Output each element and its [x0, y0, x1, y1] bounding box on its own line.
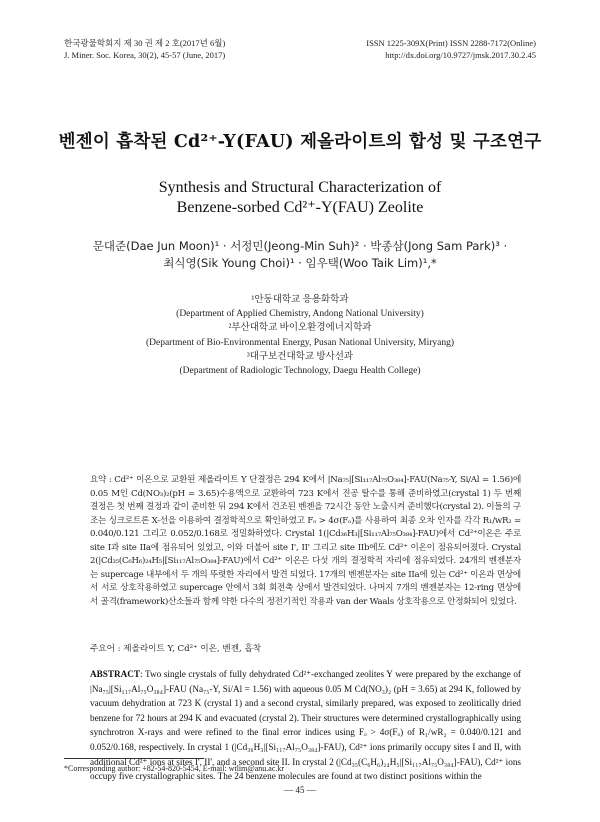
authors-line1: 문대준(Dae Jun Moon)¹ · 서정민(Jeong-Min Suh)² · 박종삼(Jong Sam Park)³ · [92, 239, 508, 253]
affiliation-1-english: (Department of Applied Chemistry, Andong National University) [176, 309, 424, 320]
issn-line: ISSN 1225-309X(Print) ISSN 2288-7172(Online) [366, 38, 536, 48]
journal-name-korean: 한국광물학회지 제 30 권 제 2 호(2017년 6월) [64, 38, 226, 48]
affiliations [0, 293, 600, 378]
keywords-korean: 주요어 : 제올라이트 Y, Cd²⁺ 이온, 벤젠, 흡착 [90, 644, 262, 654]
affiliation-2-korean: ²부산대학교 바이오환경에너지학과 [228, 323, 372, 334]
title-english [0, 178, 600, 218]
page-number: ― 45 ― [284, 785, 316, 795]
journal-citation: J. Miner. Soc. Korea, 30(2), 45-57 (June, 2017) [64, 50, 226, 60]
abstract-korean: 요약 : Cd²⁺ 이온으로 교환된 제올라이트 Y 단결정은 294 K에서 |Na₇₅|[Si₁₁₇Al₇₅O₃₈₄]-FAU(Na₇₅-Y, Si/Al = 1.56)에 0.05 M인 Cd(NO₃)₂(pH = 3.65)수용액으로 교환하여 723 K에서 진공 탈수를 통해 준비하였고(crystal 1) 두 번째 결정은 첫 번째 결정과 같이 준비한 뒤 294 K에서 건조된 벤젠을 72시간 동안 노출시켜 준비했다(crystal 2). 이들의 구조는 싱크로트론 X-선을 이용하여 결정학적으로 확인하였고 Fₒ > 4σ(Fₒ)를 사용하여 최종 오차 인자를 각각 R₁/wR₂ = 0.040/0.121 그리고 0.052/0.168로 정밀화하였다. Crystal 1(|Cd₃₆H₃|[Si₁₁₇Al₇₅O₃₈₄]-FAU)에서 Cd²⁺이온은 주로 site I과 site IIa에 점유되어 있었고, 이와 더불어 site I', II' 그리고 site IIb에도 Cd²⁺ 이온이 점유되어졌다. Crystal 2(|Cd₃₅(C₆H₆)₂₄H₅|[Si₁₁₇Al₇₅O₃₈₄]-FAU)에서 Cd²⁺ 이온은 다섯 개의 결정학적 자리에 점유되었다. 24개의 벤젠분자는 supercage 내부에서 두 개의 뚜렷한 자리에서 발견 되었다. 17개의 벤젠분자는 site IIa에 있는 Cd²⁺ 이온과 면상에서 서로 상호작용하였고 supercage 안에서 3회 회전축 상에서 발견되었다. 나머지 7개의 벤젠분자는 12-ring 면상에서 골격(framework)산소들과 함께 약한 다수의 정전기적인 작용과 van der Waals 상호작용으로 안정화되어 있었다. [90, 475, 521, 607]
title-english-line2: Benzene-sorbed Cd²⁺-Y(FAU) Zeolite [176, 199, 424, 216]
journal-header-left [64, 37, 225, 61]
affiliation-3-korean: ³대구보건대학교 방사선과 [246, 351, 354, 362]
affiliation-1-korean: ¹안동대학교 응용화학과 [251, 295, 349, 305]
journal-header-right [366, 37, 536, 61]
title-korean: 벤젠이 흡착된 Cd²⁺-Y(FAU) 제올라이트의 합성 및 구조연구 [58, 132, 542, 152]
abstract-english-text: : Two single crystals of fully dehydrated Cd²⁺-exchanged zeolites Y were prepared by the exchange of |Na₇₅|[Si₁₁₇Al₇₅O₃₈₄]-FAU (Na₇₅-Y, Si/Al = 1.56) with aqueous 0.05 M Cd(NO₃)₂ (pH = 3.65) at 294 K, followed by vacuum dehydration at 723 K (crystal 1) and a second crystal, similarly prepared, was exposed to zeolitically dried benzene for 72 hours at 294 K and evacuated (crystal 2). Their structures were determined crystallographically using synchrotron X-rays and were refined to the final error indices using Fₒ > 4σ(Fₒ) of R₁/wR₂ = 0.040/0.121 and 0.052/0.168, respectively. In crystal 1 (|Cd₃₆H₃|[Si₁₁₇Al₇₅O₃₈₄]-FAU), Cd²⁺ ions primarily occupy sites I and II, with additional Cd²⁺ ions at sites I', II', and a second site II. In crystal 2 (|Cd₃₅(C₆H₆)₂₄H₅|[Si₁₁₇Al₇₅O₃₈₄]-FAU), Cd²⁺ ions occupy five crystallographic sites. The 24 benzene molecules are found at two distinct positions within the [90, 669, 521, 782]
abstract-label: ABSTRACT [90, 669, 141, 679]
title-english-line1: Synthesis and Structural Characterization of [158, 179, 442, 196]
affiliation-3-english: (Department of Radiologic Technology, Daegu Health College) [179, 366, 421, 377]
author-list [0, 238, 600, 272]
corresponding-author-footnote: *Corresponding author: +82-54-820-5454, E-mail: wtlim@anu.ac.kr [64, 764, 285, 773]
authors-line2: 최식영(Sik Young Choi)¹ · 임우택(Woo Taik Lim)¹,* [163, 256, 437, 270]
footnote-rule [64, 758, 204, 759]
doi-link[interactable]: http://dx.doi.org/10.9727/jmsk.2017.30.2.45 [385, 50, 536, 60]
affiliation-2-english: (Department of Bio-Environmental Energy, Pusan National University, Miryang) [145, 337, 455, 348]
